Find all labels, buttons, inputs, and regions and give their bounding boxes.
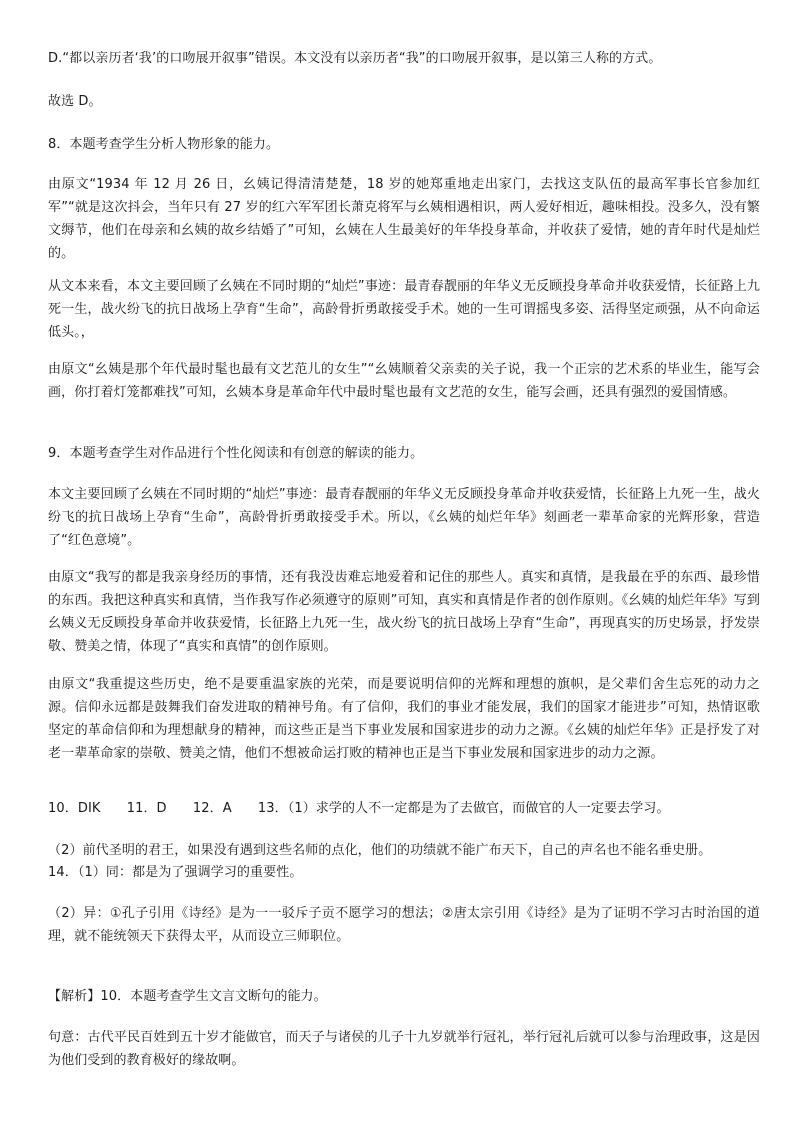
paragraph-q8-evidence-1: 由原文“1934 年 12 月 26 日，幺姨记得清清楚楚，18 岁的她郑重地走出家门，去找这支队伍的最高军事长官参加红军”“就是这次抖会，当年只有 27 岁的红六军军团长萧克将军与幺姨相遇相识，两人爱好相近，趣味相投。没多久，没有繁文缛节，他们在母亲和幺姨的故乡结婚了”可知，幺姨在人生最美好的年华投身革命，并收获了爱情，她的青年时代是灿烂的。 [48, 177, 760, 261]
paragraph-q9-analysis-3: 由原文“我重提这些历史，绝不是要重温家族的光荣，而是要说明信仰的光辉和理想的旗帜，是父辈们舍生忘死的动力之源。信仰永远都是鼓舞我们奋发进取的精神号角。有了信仰，我们的事业才能发展，我们的国家才能进步”可知，热情讴歌坚定的革命信仰和为理想献身的精神，而这些正是当下事业发展和国家进步的动力之源。《幺姨的灿烂年华》正是抒发了对老一辈革命家的崇敬、赞美之情，他们不想被命运打败的精神也正是当下事业发展和国家进步的动力之源。 [48, 677, 760, 761]
paragraph-answer-14-2: （2）异：①孔子引用《诗经》是为一一驳斥子贡不愿学习的想法；②唐太宗引用《诗经》是为了证明不学习古时治国的道理，就不能统领天下获得太平，从而设立三师职位。 [48, 906, 760, 944]
paragraph-option-d-analysis: D.“都以亲历者‘我’的口吻展开叙事”错误。本文没有以亲历者“我”的口吻展开叙事，是以第三人称的方式。 [48, 51, 662, 66]
paragraph-q8-evidence-2: 从文本来看，本文主要回顾了幺姨在不同时期的“灿烂”事迹：最青春靓丽的年华义无反顾投身革命并收获爱情，长征路上九死一生，战火纷飞的抗日战场上孕育“生命”，高龄骨折勇敢接受手术。她的一生可谓摇曳多姿、活得坚定顽强，从不向命运低头。， [48, 279, 760, 340]
paragraph-analysis-10-heading: 【解析】10．本题考查学生文言文断句的能力。 [48, 989, 327, 1004]
paragraph-answers-10-13: 10．DIK 11．D 12．A 13．（1）求学的人不一定都是为了去做官，而做官的人一定要去学习。 [48, 801, 670, 816]
paragraph-q9-analysis-1: 本文主要回顾了幺姨在不同时期的“灿烂”事迹：最青春靓丽的年华义无反顾投身革命并收获爱情，长征路上九死一生，战火纷飞的抗日战场上孕育“生命”，高龄骨折勇敢接受手术。所以，《幺姨的灿烂年华》刻画老一辈革命家的光辉形象，营造了“红色意境”。 [48, 487, 760, 548]
paragraph-answer-d: 故选 D。 [48, 94, 102, 109]
paragraph-answer-13-2: （2）前代圣明的君王，如果没有遇到这些名师的点化，他们的功绩就不能广布天下，自己的声名也不能名垂史册。 [48, 843, 712, 858]
paragraph-analysis-10-meaning: 句意：古代平民百姓到五十岁才能做官，而天子与诸侯的儿子十九岁就举行冠礼，举行冠礼后就可以参与治理政事，这是因为他们受到的教育极好的缘故啊。 [48, 1030, 760, 1068]
paragraph-answer-14-1: 14．（1）同：都是为了强调学习的重要性。 [48, 865, 303, 880]
paragraph-q8-evidence-3: 由原文“幺姨是那个年代最时髦也最有文艺范儿的女生”“幺姨顺着父亲卖的关子说，我一个正宗的艺术系的毕业生，能写会画，你打着灯笼都难找”可知，幺姨本身是革命年代中最时髦也最有文艺范的女生，能写会画，还具有强烈的爱国情感。 [48, 362, 760, 400]
paragraph-q9-analysis-2: 由原文“我写的都是我亲身经历的事情，还有我没齿难忘地爱着和记住的那些人。真实和真情，是我最在乎的东西、最珍惜的东西。我把这种真实和真情，当作我写作必须遵守的原则”可知，真实和真情是作者的创作原则。《幺姨的灿烂年华》写到幺姨义无反顾投身革命并收获爱情，长征路上九死一生，战火纷飞的抗日战场上孕育“生命”，再现真实的历史场景，抒发崇敬、赞美之情，体现了“真实和真情”的创作原则。 [48, 570, 760, 654]
paragraph-q8-heading: 8．本题考查学生分析人物形象的能力。 [48, 137, 280, 152]
paragraph-q9-heading: 9．本题考查学生对作品进行个性化阅读和有创意的解读的能力。 [48, 446, 424, 461]
